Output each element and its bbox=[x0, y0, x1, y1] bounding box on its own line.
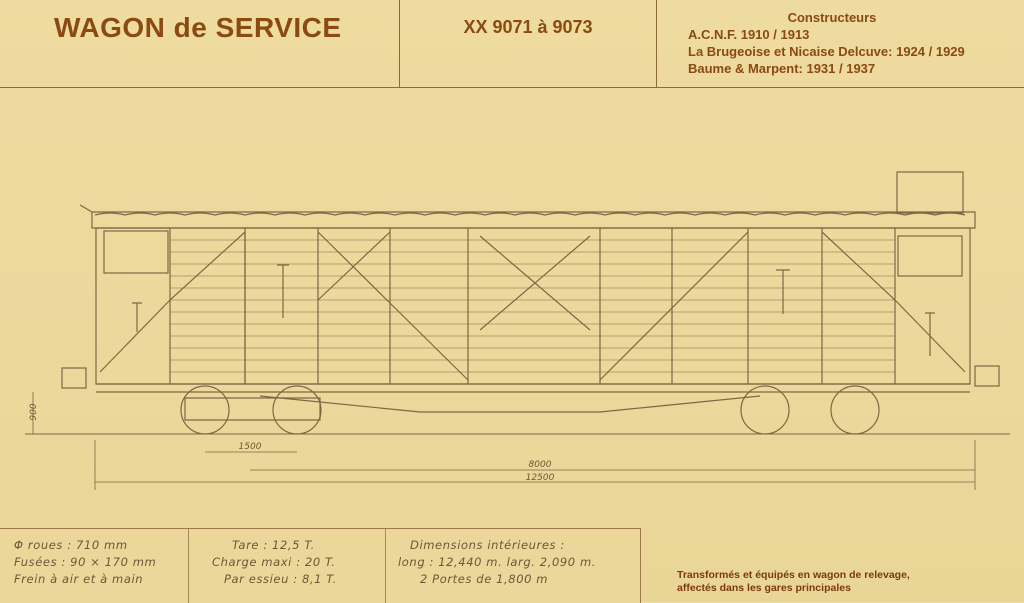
spec-tare: Tare : 12,5 T. bbox=[232, 538, 315, 552]
spec-inner-dims: long : 12,440 m. larg. 2,090 m. bbox=[398, 555, 597, 569]
wheel-right-2 bbox=[831, 386, 879, 434]
body-planks bbox=[170, 240, 895, 372]
series-numbers: XX 9071 à 9073 bbox=[463, 17, 593, 37]
buffer-left bbox=[62, 368, 86, 388]
spec-inner-dims-title: Dimensions intérieures : bbox=[410, 538, 565, 552]
truss-rods bbox=[260, 396, 760, 412]
builder-line: La Brugeoise et Nicaise Delcuve: 1924 / 1929 bbox=[688, 44, 965, 59]
roof-end-left bbox=[80, 205, 92, 212]
body-braces bbox=[100, 232, 965, 384]
spec-wheels: Φ roues : 710 mm bbox=[14, 538, 128, 552]
door-handles bbox=[132, 265, 935, 356]
builders-title: Constructeurs bbox=[787, 10, 877, 25]
spec-axle-load: Par essieu : 8,1 T. bbox=[224, 572, 337, 586]
wagon-body bbox=[96, 228, 970, 384]
wagon-side-elevation-drawing bbox=[0, 170, 1024, 500]
builder-line: Baume & Marpent: 1931 / 1937 bbox=[688, 61, 876, 76]
roof-vent-box bbox=[897, 172, 963, 213]
vent-grille-left bbox=[104, 231, 168, 273]
vent-grille-right bbox=[898, 236, 962, 276]
roof-scallops bbox=[95, 213, 965, 215]
buffer-right bbox=[975, 366, 999, 386]
spec-max-load: Charge maxi : 20 T. bbox=[212, 555, 336, 569]
page-title: WAGON de SERVICE bbox=[54, 12, 342, 43]
builders-block bbox=[660, 9, 1024, 77]
dim-inner-label: 8000 bbox=[528, 460, 552, 470]
body-posts bbox=[170, 228, 895, 384]
wheel-right-1 bbox=[741, 386, 789, 434]
dim-height-label: 900 bbox=[29, 403, 39, 421]
spec-doors: 2 Portes de 1,800 m bbox=[420, 572, 549, 586]
wheel-left-2 bbox=[273, 386, 321, 434]
bogie-frame bbox=[185, 398, 320, 420]
spec-journals: Fusées : 90 × 170 mm bbox=[14, 555, 157, 569]
dim-bogie-label: 1500 bbox=[238, 442, 262, 452]
spec-separator bbox=[385, 529, 386, 603]
specifications-box bbox=[0, 528, 641, 603]
underframe bbox=[96, 384, 970, 392]
dimension-lines bbox=[33, 392, 975, 490]
wheel-left-1 bbox=[181, 386, 229, 434]
builder-line: A.C.N.F. 1910 / 1913 bbox=[688, 27, 810, 42]
header-divider-1 bbox=[399, 0, 400, 87]
note-line: Transformés et équipés en wagon de relevage, bbox=[677, 569, 910, 581]
header-bottom-rule bbox=[0, 87, 1024, 88]
conversion-note bbox=[677, 569, 910, 595]
spec-separator bbox=[188, 529, 189, 603]
dim-total-label: 12500 bbox=[525, 473, 555, 483]
note-line: affectés dans les gares principales bbox=[677, 582, 851, 594]
spec-brake: Frein à air et à main bbox=[14, 572, 144, 586]
